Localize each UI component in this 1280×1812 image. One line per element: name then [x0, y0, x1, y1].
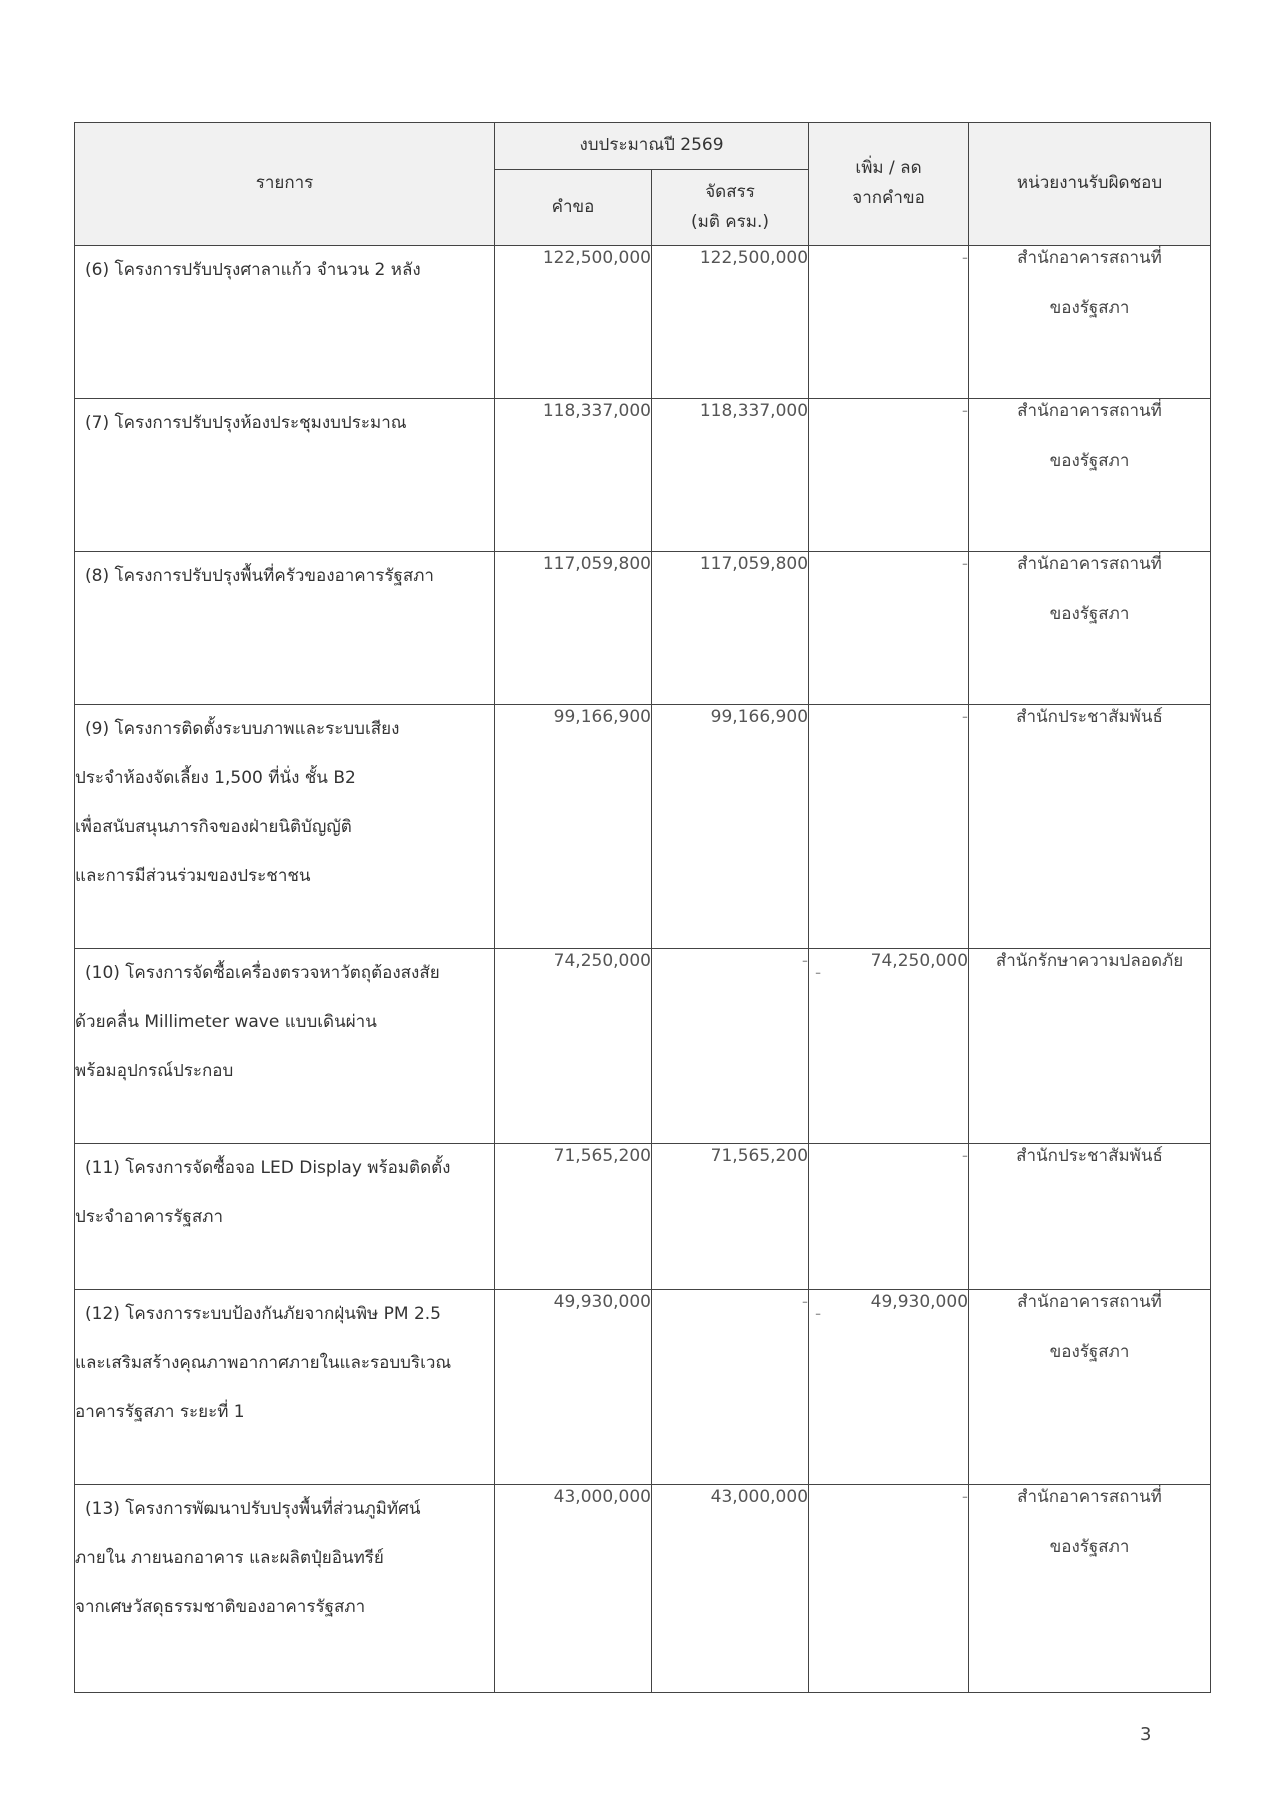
row-item-description — [75, 1290, 495, 1485]
row-change-amount: - — [809, 399, 969, 552]
header-allocation-line1: จัดสรร — [705, 181, 755, 202]
row-item-line: (10) โครงการจัดซื้อเครื่องตรวจหาวัตถุต้องสงสัย — [85, 963, 440, 983]
row-request-amount: 49,930,000 — [495, 1290, 652, 1485]
table-row — [75, 246, 1211, 399]
row-unit-line1: สำนักอาคารสถานที่ — [1017, 1292, 1162, 1312]
header-change-line2: จากคำขอ — [852, 188, 925, 208]
header-unit: หน่วยงานรับผิดชอบ — [969, 123, 1211, 246]
row-allocation-amount: - — [652, 949, 809, 1144]
row-allocation-amount: 43,000,000 — [652, 1485, 809, 1693]
row-responsible-unit — [969, 399, 1211, 552]
row-unit-line1: สำนักอาคารสถานที่ — [1017, 554, 1162, 574]
row-item-line: (12) โครงการระบบป้องกันภัยจากฝุ่นพิษ PM 2.5 — [85, 1304, 441, 1324]
row-unit-line2: ของรัฐสภา — [1049, 1342, 1130, 1362]
row-item-line: (11) โครงการจัดซื้อจอ LED Display พร้อมติดตั้ง — [85, 1158, 451, 1178]
row-unit-line2: ของรัฐสภา — [1049, 451, 1130, 471]
row-unit-line1: สำนักอาคารสถานที่ — [1017, 1487, 1162, 1507]
row-item-description — [75, 246, 495, 399]
row-allocation-amount: 99,166,900 — [652, 705, 809, 949]
row-change-amount: - — [809, 552, 969, 705]
row-allocation-amount: 71,565,200 — [652, 1144, 809, 1290]
row-change-amount: - — [809, 705, 969, 949]
row-item-line: และการมีส่วนร่วมของประชาชน — [75, 866, 311, 886]
row-item-line: อาคารรัฐสภา ระยะที่ 1 — [75, 1402, 245, 1422]
header-change — [809, 123, 969, 246]
row-item-line: (9) โครงการติดตั้งระบบภาพและระบบเสียง — [85, 719, 400, 739]
row-request-amount: 71,565,200 — [495, 1144, 652, 1290]
row-item-line: เพื่อสนับสนุนภารกิจของฝ่ายนิติบัญญัติ — [75, 817, 352, 837]
row-item-line: จากเศษวัสดุธรรมชาติของอาคารรัฐสภา — [75, 1597, 366, 1617]
row-responsible-unit — [969, 1144, 1211, 1290]
table-row — [75, 1144, 1211, 1290]
table-row — [75, 1485, 1211, 1693]
table-row — [75, 399, 1211, 552]
row-unit-line2: ของรัฐสภา — [1049, 298, 1130, 318]
row-responsible-unit — [969, 246, 1211, 399]
row-change-amount — [809, 1290, 969, 1485]
row-allocation-amount: 118,337,000 — [652, 399, 809, 552]
row-request-amount: 99,166,900 — [495, 705, 652, 949]
row-change-sign: - — [815, 1304, 822, 1324]
row-item-line: ภายใน ภายนอกอาคาร และผลิตปุ๋ยอินทรีย์ — [75, 1548, 384, 1568]
page-number: 3 — [1140, 1724, 1152, 1745]
table-row — [75, 1290, 1211, 1485]
header-budget-year: งบประมาณปี 2569 — [495, 123, 809, 170]
row-unit-line2: ของรัฐสภา — [1049, 1537, 1130, 1557]
row-responsible-unit — [969, 1290, 1211, 1485]
row-item-description — [75, 1144, 495, 1290]
row-item-line: และเสริมสร้างคุณภาพอากาศภายในและรอบบริเวณ — [75, 1353, 452, 1373]
row-allocation-amount: - — [652, 1290, 809, 1485]
table-row — [75, 552, 1211, 705]
row-item-line: ประจำอาคารรัฐสภา — [75, 1207, 224, 1227]
row-responsible-unit — [969, 1485, 1211, 1693]
row-change-amount: - — [809, 1144, 969, 1290]
row-request-amount: 117,059,800 — [495, 552, 652, 705]
header-item: รายการ — [75, 123, 495, 246]
row-change-value: 74,250,000 — [870, 951, 969, 971]
row-change-sign: - — [815, 963, 822, 983]
row-unit-line1: สำนักอาคารสถานที่ — [1017, 248, 1162, 268]
row-unit-line1: สำนักอาคารสถานที่ — [1017, 401, 1162, 421]
row-responsible-unit — [969, 949, 1211, 1144]
row-change-amount: - — [809, 246, 969, 399]
row-item-line: (6) โครงการปรับปรุงศาลาแก้ว จำนวน 2 หลัง — [85, 260, 421, 280]
header-request: คำขอ — [495, 170, 652, 246]
row-change-amount — [809, 949, 969, 1144]
row-item-description — [75, 949, 495, 1144]
row-item-line: ประจำห้องจัดเลี้ยง 1,500 ที่นั่ง ชั้น B2 — [75, 768, 356, 788]
row-allocation-amount: 117,059,800 — [652, 552, 809, 705]
header-change-line1: เพิ่ม / ลด — [855, 158, 922, 179]
budget-table — [74, 122, 1211, 1693]
row-unit-line2: ของรัฐสภา — [1049, 604, 1130, 624]
row-unit-line1: สำนักประชาสัมพันธ์ — [1016, 1146, 1163, 1166]
row-unit-line1: สำนักประชาสัมพันธ์ — [1016, 707, 1163, 727]
row-request-amount: 118,337,000 — [495, 399, 652, 552]
row-allocation-amount: 122,500,000 — [652, 246, 809, 399]
row-change-value: 49,930,000 — [870, 1292, 969, 1312]
row-request-amount: 122,500,000 — [495, 246, 652, 399]
table-row — [75, 949, 1211, 1144]
row-item-description — [75, 399, 495, 552]
row-item-description — [75, 705, 495, 949]
row-item-description — [75, 1485, 495, 1693]
row-change-amount: - — [809, 1485, 969, 1693]
header-allocation-line2: (มติ ครม.) — [690, 211, 770, 232]
row-item-line: (13) โครงการพัฒนาปรับปรุงพื้นที่ส่วนภูมิทัศน์ — [85, 1499, 421, 1519]
row-responsible-unit — [969, 705, 1211, 949]
table-row — [75, 705, 1211, 949]
row-responsible-unit — [969, 552, 1211, 705]
row-item-line: พร้อมอุปกรณ์ประกอบ — [75, 1061, 234, 1081]
row-item-line: ด้วยคลื่น Millimeter wave แบบเดินผ่าน — [75, 1012, 377, 1032]
row-item-description — [75, 552, 495, 705]
row-request-amount: 43,000,000 — [495, 1485, 652, 1693]
row-item-line: (8) โครงการปรับปรุงพื้นที่ครัวของอาคารรัฐสภา — [85, 566, 434, 586]
row-item-line: (7) โครงการปรับปรุงห้องประชุมงบประมาณ — [85, 413, 407, 433]
row-unit-line1: สำนักรักษาความปลอดภัย — [995, 951, 1184, 971]
header-allocation — [652, 170, 809, 246]
row-request-amount: 74,250,000 — [495, 949, 652, 1144]
